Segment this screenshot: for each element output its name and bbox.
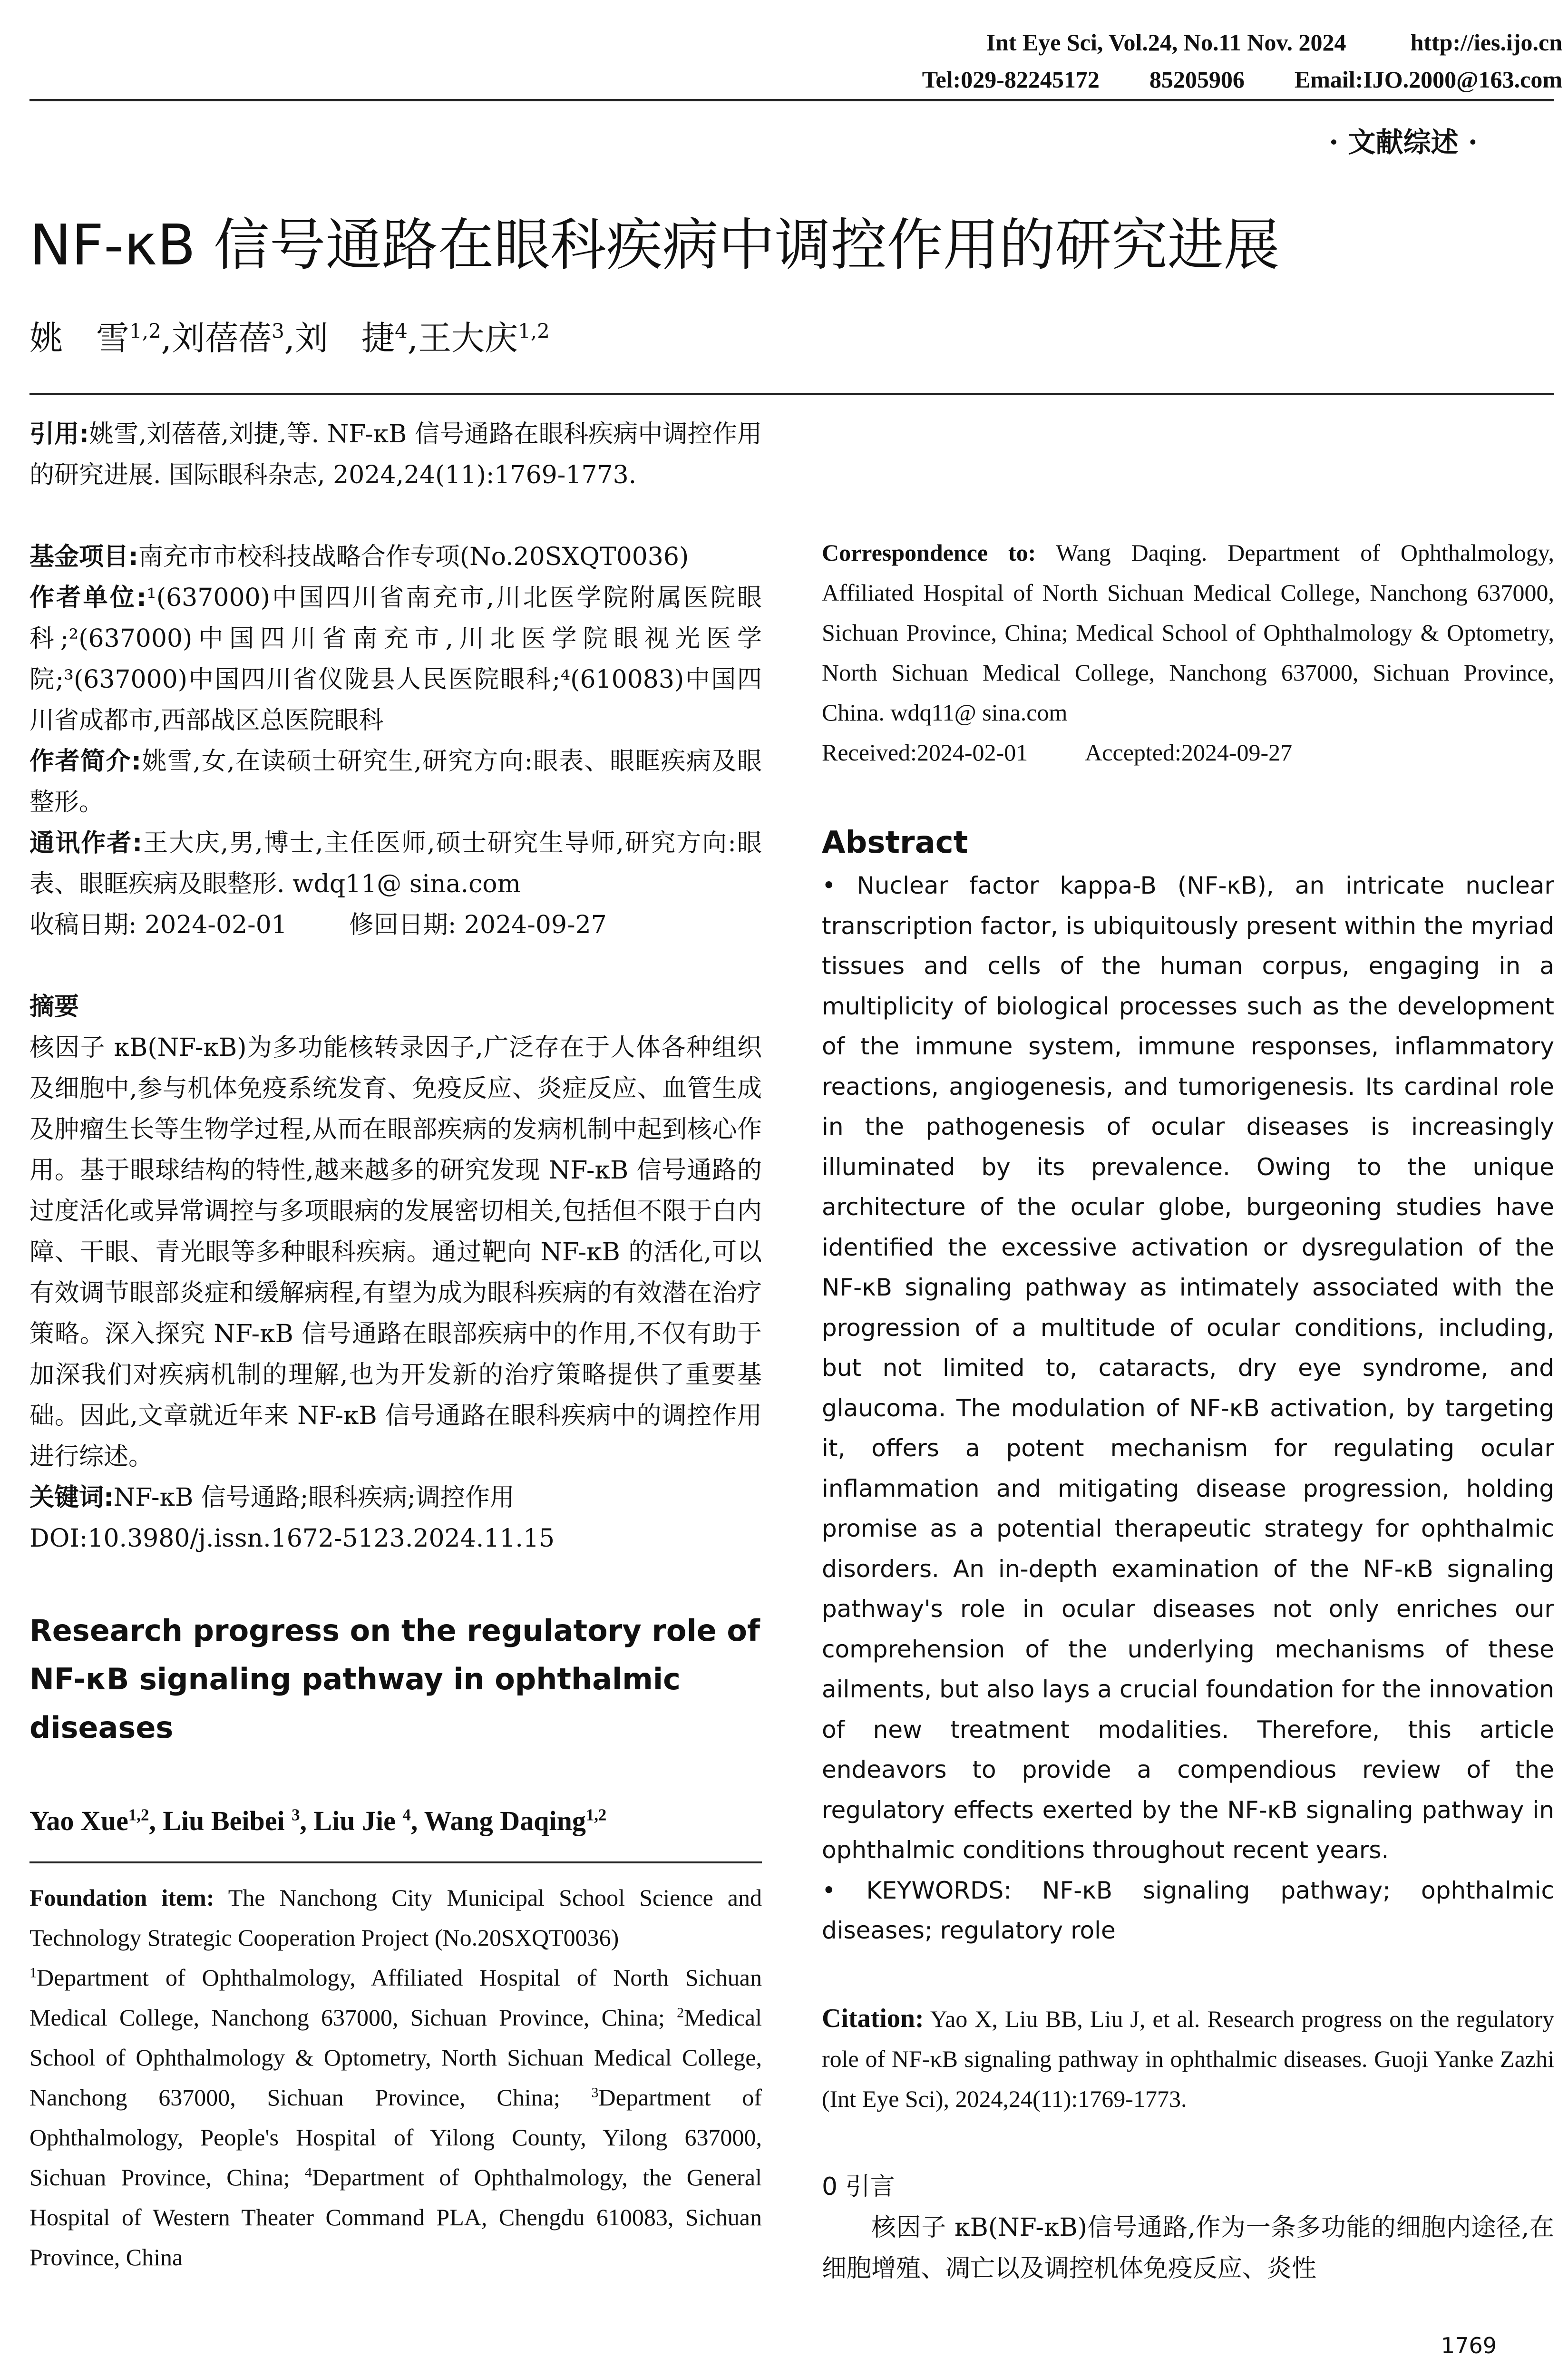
author-en-3: Liu Jie $^4$ [313, 1805, 411, 1836]
doi[interactable]: DOI:10.3980/j.issn.1672-5123.2024.11.15 [29, 1524, 555, 1553]
corr-cn: 通讯作者:王大庆,男,博士,主任医师,硕士研究生导师,研究方向:眼表、眼眶疾病及眼整形. wdq11@ sina.com [29, 829, 762, 898]
cite-cn: 引用:姚雪,刘蓓蓓,刘捷,等. NF-κB 信号通路在眼科疾病中调控作用的研究进展. 国际眼科杂志, 2024,24(11):1769-1773. [29, 420, 762, 489]
foundation-en: Foundation item: The Nanchong City Municipal School Science and Technology Strategic Cooperation Project (No.20SXQT0036) [29, 1884, 762, 1951]
author-en-1: Yao Xue$^{1,2}$ [29, 1805, 149, 1836]
keywords-cn: 关键词:NF-κB 信号通路;眼科疾病;调控作用 [29, 1483, 515, 1512]
authors-cn: 姚 雪$^{1,2}$,刘蓓蓓$^3$,刘 捷$^4$,王大庆$^{1,2}$ [29, 319, 550, 358]
journal-url[interactable]: http://ies.ijo.cn [1410, 29, 1562, 56]
email[interactable]: Email:IJO.2000@163.com [1294, 66, 1562, 93]
dates-en: Received:2024-02-01 Accepted:2024-09-27 [822, 739, 1293, 766]
left-column [29, 414, 762, 2277]
dates-cn: 收稿日期: 2024-02-01 修回日期: 2024-09-27 [29, 911, 607, 939]
affil-en: $^1$Department of Ophthalmology, Affiliated Hospital of North Sichuan Medical College, Nanchong 637000, Sichuan Province, China; $^2$Medical School of Ophthalmology & Optometry, North Sichuan Medical College, Nanchong 637000, Sichuan Province, China; $^3$Department of Ophthalmology, People's Hospital of Yilong County, Yilong 637000, Sichuan Province, China; $^4$Department of Ophthalmology, the General Hospital of Western Theater Command PLA, Chengdu 610083, Sichuan Province, China [29, 1964, 762, 2270]
right-column [822, 414, 1554, 2289]
intro-heading: 0 引言 [822, 2172, 895, 2201]
contact-header [922, 66, 1562, 93]
section-label: · 文献综述 · [1329, 126, 1478, 158]
citation-en: Citation: Yao X, Liu BB, Liu J, et al. Research progress on the regulatory role of NF-κB signaling pathway in ophthalmic diseases. Guoji Yanke Zazhi (Int Eye Sci), 2024,24(11):1769-1773. [822, 2003, 1554, 2112]
author-cn-1: 姚 雪$^{1,2}$ [29, 319, 161, 358]
abstract-cn-text: 核因子 κB(NF-κB)为多功能核转录因子,广泛存在于人体各种组织及细胞中,参与机体免疫系统发育、免疫反应、炎症反应、血管生成及肿瘤生长等生物学过程,从而在眼部疾病的发病机制中起到核心作用。基于眼球结构的特性,越来越多的研究发现 NF-κB 信号通路的过度活化或异常调控与多项眼病的发展密切相关,包括但不限于白内障、干眼、青光眼等多种眼科疾病。通过靶向 NF-κB 的活化,可以有效调节眼部炎症和缓解病程,有望为成为眼科疾病的有效潜在治疗策略。深入探究 NF-κB 信号通路在眼部疾病中的作用,不仅有助于加深我们对疾病机制的理解,也为开发新的治疗策略提供了重要基础。因此,文章就近年来 NF-κB 信号通路在眼科疾病中的调控作用进行综述。 [29, 1033, 762, 1471]
authors-rule [29, 393, 1554, 395]
journal-line: Int Eye Sci, Vol.24, No.11 Nov. 2024 [986, 29, 1346, 56]
title-cn: NF-κB 信号通路在眼科疾病中调控作用的研究进展 [29, 212, 1280, 278]
abstract-en-heading: Abstract [822, 825, 968, 860]
title-en: Research progress on the regulatory role of NF-κB signaling pathway in ophthalmic diseases [29, 1613, 760, 1745]
intro-text: 核因子 κB(NF-κB)信号通路,作为一条多功能的细胞内途径,在细胞增殖、凋亡以及调控机体免疫反应、炎性 [822, 2213, 1554, 2283]
page-number: 1769 [1441, 2333, 1497, 2358]
keywords-en: • KEYWORDS: NF-κB signaling pathway; ophthalmic diseases; regulatory role [822, 1876, 1554, 1944]
abstract-cn-heading: 摘要 [29, 993, 79, 1021]
affil-cn: 作者单位:¹(637000)中国四川省南充市,川北医学院附属医院眼科;²(637000)中国四川省南充市,川北医学院眼视光医学院;³(637000)中国四川省仪陇县人民医院眼科;⁴(610083)中国四川省成都市,西部战区总医院眼科 [29, 584, 762, 735]
header-rule [29, 99, 1554, 101]
fund-cn: 基金项目:南充市市校科技战略合作专项(No.20SXQT0036) [29, 543, 689, 571]
author-en-4: Wang Daqing$^{1,2}$ [424, 1805, 607, 1836]
journal-header [986, 29, 1563, 56]
tel: Tel:029-82245172 [922, 66, 1100, 93]
author-en-2: Liu Beibei $^3$ [163, 1805, 300, 1836]
authors-en: Yao Xue$^{1,2}$, Liu Beibei $^3$, Liu Jie $^4$, Wang Daqing$^{1,2}$ [29, 1805, 607, 1836]
author-cn-4: 王大庆$^{1,2}$ [418, 319, 550, 358]
tel2: 85205906 [1149, 66, 1245, 93]
author-cn-3: 刘 捷$^4$ [295, 319, 408, 358]
bio-cn: 作者简介:姚雪,女,在读硕士研究生,研究方向:眼表、眼眶疾病及眼整形。 [29, 747, 762, 817]
corr-en: Correspondence to: Wang Daqing. Department of Ophthalmology, Affiliated Hospital of North Sichuan Medical College, Nanchong 637000, Sichuan Province, China; Medical School of Ophthalmology & Optometry, North Sichuan Medical College, Nanchong 637000, Sichuan Province, China. wdq11@ sina.com [822, 539, 1554, 726]
author-cn-2: 刘蓓蓓$^3$ [172, 319, 284, 358]
abstract-en-text: • Nuclear factor kappa-B (NF-κB), an intricate nuclear transcription factor, is ubiquitously present within the myriad tissues and cells of the human corpus, engaging in a multiplicity of biological processes such as the development of the immune system, immune responses, inflammatory reactions, angiogenesis, and tumorigenesis. Its cardinal role in the pathogenesis of ocular diseases is increasingly illuminated by its prevalence. Owing to the unique architecture of the ocular globe, burgeoning studies have identified the excessive activation or dysregulation of the NF-κB signaling pathway as intimately associated with the progression of a multitude of ocular conditions, including, but not limited to, cataracts, dry eye syndrome, and glaucoma. The modulation of NF-κB activation, by targeting it, offers a potent mechanism for regulating ocular inflammation and mitigating disease progression, holding promise as a potential therapeutic strategy for ophthalmic disorders. An in-depth examination of the NF-κB signaling pathway's role in ocular diseases not only enriches our comprehension of the underlying mechanisms of these ailments, but also lays a crucial foundation for the innovation of new treatment modalities. Therefore, this article endeavors to provide a compendious review of the regulatory effects exerted by the NF-κB signaling pathway in ophthalmic conditions throughout recent years. [822, 872, 1554, 1864]
